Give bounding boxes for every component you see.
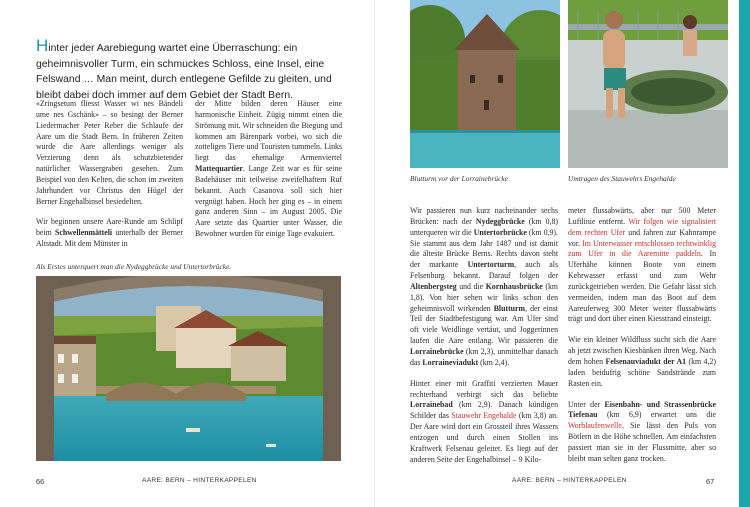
text-run: (km 2,4). [478, 357, 510, 367]
text-run: der Mitte bilden deren Häuser eine harmonische Einheit. Zügig nimmt einen die Strömung mit. Wir schneiden die Biegung und kommen am Bärenpark vorbei, wo sich die zotteligen Tiere und Touristen tummeln. Links liegt das ehemalige Armenviertel [195, 99, 342, 163]
text-run: . In Uferhähe können Boote von einem Kehrwasser erfasst und zum Wehr zurückgetrieben werden. Die Gefahr lässt sich vermeiden, indem man das Boot auf dem Aareuferweg 300 Meter weiter flussabwärts trägt und dort über einen Kiesstrand einsteigt. [568, 249, 716, 324]
text-run: (km 4,2) laden beidufrig schöne Sandstrände zum Rasten ein. [568, 356, 716, 388]
bridge-illustration [36, 276, 341, 461]
text-run: Unter der [568, 399, 605, 409]
text-run: unterhalb der Berner Altstadt. Mit dem Münster in [36, 228, 183, 249]
bold-term: Mattequartier [195, 164, 243, 174]
right-col1-paragraph-2 [410, 379, 558, 466]
page-number-left: 66 [36, 477, 45, 486]
portage-illustration [568, 0, 728, 168]
right-column-2 [568, 206, 716, 465]
bold-term: Lorrainebrücke [410, 346, 464, 356]
text-run: und fahren zur Kahnrampe vor. [568, 227, 716, 248]
photo-caption-blutturm: Blutturm vor der Lorrainebrücke [410, 174, 508, 183]
text-run: . Lange Zeit war es für seine Badehäuser mit teilweise zweifelhaftem Ruf bekannt. Auch Casanova soll sich hier vergnügt haben. Hoch her ging es – in einem ganz anderen Sinn – im August 2005. Die Aare setzte das Quartier unter Wasser, die Bewohner wurden für einige Tage evakuiert. [195, 164, 342, 239]
right-col2-paragraph-2 [568, 335, 716, 389]
bold-term: Schwellenmätteli [55, 228, 113, 238]
text-run: (km 2,3), unmittelbar danach das [410, 346, 558, 367]
running-head-left: AARE: BERN – HINTERKAPPELEN [142, 477, 257, 484]
bold-term: Felsenauviadukt der A1 [605, 356, 687, 366]
running-head-right: AARE: BERN – HINTERKAPPELEN [512, 477, 627, 484]
text-run: meter flussabwärts, aber nur 500 Meter Luftlinie entfernt. [568, 206, 716, 226]
left-col1-paragraph-2 [36, 217, 183, 250]
text-run: , der einst Teil der Stadtbefestigung war. Am Ufer sind oft viele Weidlinge vertäut, und Joggerinnen laufen die Aare entlang. Wir passieren die [410, 303, 558, 346]
tower-illustration [410, 0, 560, 168]
text-run: Wie ein kleiner Wildfluss sucht sich die Aare ab jetzt zwischen Kiesbänken ihren Weg. Nach dem hohen [568, 335, 716, 366]
bold-term: Untertorbrücke [473, 227, 527, 237]
bold-term: Blutturm [493, 303, 526, 313]
text-run: Wir passieren nun kurz nacheinander sechs Brücken: nach der [410, 206, 558, 226]
text-run: und die [456, 281, 486, 291]
right-col2-paragraph-3 [568, 400, 716, 465]
text-run: . Sie lässt den Puls von Bötlern in die Höhe schnellen. Am einfachsten passiert man sie in der Flussmitte, aber so bleibt man selten ganz trocken. [568, 421, 716, 463]
text-run: (km 0,9). Sie stammt aus dem Jahr 1487 und ist damit die älteste Brücke Berns. Rechts davon steht der markante [410, 227, 558, 270]
text-run: Hinter einer mit Graffiti verzierten Mauer rechterhand verbirgt sich das beliebte [410, 378, 558, 399]
bold-term: Untertorturm [467, 260, 515, 270]
left-col1-paragraph-1: «Zringsetum fliesst Wasser wi nes Bändeli ume nes Gschänk» – so besingt der Berner Liedermacher Peter Reber die Schlaufe der Aare um die Stadt Bern. In früheren Zeiten wurde die Aare allerdings weniger als Verzierung denn als schutzbietender natürlicher Wassergraben gesehen. Zum Beispiel von den Kelten, die schon im zweiten Jahrhundert vor Christus den Hügel der Berner Engehalbinsel besiedelten. [36, 99, 183, 206]
highlighted-warning: Stauwehr Engehalde [451, 411, 517, 421]
text-run: (km 1,8). Von hier sehen wir links schon den geheimnisvoll wirkenden [410, 281, 558, 313]
right-col1-paragraph-1 [410, 206, 558, 369]
text-run: (km 6,9) erwartet uns die [597, 410, 716, 420]
left-column-2 [195, 99, 342, 240]
text-run: (km 3,8) an. Der Aare wird dort ein Grossteil ihres Wassers entzogen und durch einen Stollen ins Kraftwerk Felsenau geleitet. Es liegt auf der anderen Seite der Engehalbinsel – 9 Kilo- [410, 411, 558, 464]
intro-paragraph [36, 36, 356, 103]
bold-term: Eisenbahn- und Strassenbrücke Tiefenau [568, 399, 716, 420]
intro-text: inter jeder Aarebiegung wartet eine Überraschung: ein geheimnisvoller Turm, ein schmuckes Schloss, eine Insel, eine Felswand … Man meint, durch entlegene Gefilde zu gleiten, und bleibt dabei doch immer auf dem Gebiet der Stadt Bern. [36, 43, 332, 101]
thumb-index-strip [739, 0, 750, 507]
bold-term: Nydeggbrücke [475, 216, 525, 226]
right-column-1 [410, 206, 558, 465]
bold-term: Lorraineviadukt [422, 357, 479, 367]
text-run: (km 2,9). Danach kündigen Schilder das [410, 400, 558, 421]
photo-nydegg-bridge [36, 276, 341, 461]
text-run: (km 0,8) unterqueren wir die [410, 216, 558, 237]
intro-initial: H [36, 36, 49, 55]
photo-caption-portage: Umtragen des Stauwehrs Engehalde [568, 174, 676, 183]
left-column-1 [36, 99, 183, 250]
right-col2-paragraph-1 [568, 206, 716, 325]
page-number-right: 67 [706, 477, 715, 486]
text-run: , auch als Felsenburg bekannt. Darauf folgen der [410, 260, 559, 281]
photo-blutturm [410, 0, 560, 168]
text-run: Wir beginnen unsere Aare-Runde am Schlipf beim [36, 217, 183, 238]
photo-caption-bridges: Als Erstes unterquert man die Nydeggbrücke und Untertorbrücke. [36, 262, 232, 271]
bold-term: Altenbergsteg [410, 281, 457, 291]
photo-stauwehr-portage [568, 0, 728, 168]
bold-term: Lorrainebad [410, 400, 453, 410]
bold-term: Kornhausbrücke [485, 281, 543, 291]
highlighted-warning: Im Unterwasser entschlossen rechtwinklig zum Ufer in die Aaremitte paddeln [568, 238, 716, 259]
highlighted-warning: Worblaufenwelle [568, 421, 622, 431]
highlighted-warning: Wir folgen wie signalisiert dem rechten Ufer [568, 216, 716, 237]
left-col2-paragraph-1 [195, 99, 342, 240]
